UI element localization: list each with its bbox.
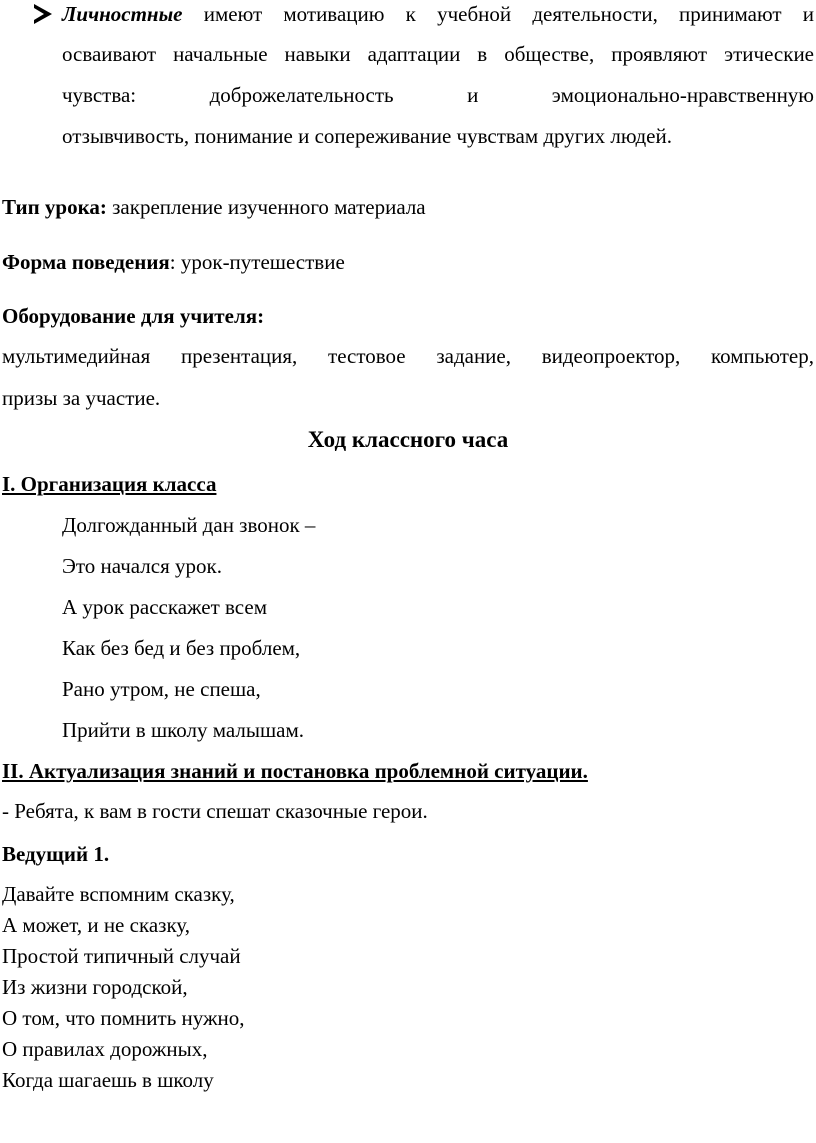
section-2-intro: - Ребята, к вам в гости спешат сказочные герои. (2, 799, 428, 823)
equipment-line-1: мультимедийная презентация, тестовое задание, видеопроектор, компьютер, (2, 344, 814, 368)
arrow-bullet-icon (34, 4, 52, 24)
poem-line: Давайте вспомним сказку, (2, 882, 235, 906)
section-1-heading: I. Организация класса (2, 472, 217, 496)
section-title: Ход классного часа (307, 427, 509, 452)
poem-line: Как без бед и без проблем, (62, 636, 301, 660)
personal-line-1-text: имеют мотивацию к учебной деятельности, принимают и (203, 2, 815, 26)
form-label: Форма поведения (2, 250, 170, 274)
lesson-type-value: закрепление изученного материала (106, 195, 426, 219)
equipment-label: Оборудование для учителя: (2, 304, 265, 328)
personal-line-4: отзывчивость, понимание и сопереживание чувствам других людей. (62, 124, 672, 148)
poem-line: Когда шагаешь в школу (2, 1068, 214, 1092)
lesson-type-line (2, 193, 426, 221)
personal-line-1 (62, 0, 814, 28)
section-2-heading: II. Актуализация знаний и постановка проблемной ситуации. (2, 759, 588, 783)
poem-line: Из жизни городской, (2, 975, 188, 999)
poem-line: О том, что помнить нужно, (2, 1006, 245, 1030)
speaker-label: Ведущий 1. (2, 842, 110, 866)
form-value: : урок-путешествие (169, 250, 345, 274)
poem-line: Долгожданный дан звонок – (62, 513, 316, 537)
poem-line: Это начался урок. (62, 554, 222, 578)
poem-line: Рано утром, не спеша, (62, 677, 261, 701)
personal-term: Личностные (62, 2, 183, 26)
equipment-line-2: призы за участие. (2, 386, 161, 410)
lesson-type-label: Тип урока: (2, 195, 107, 219)
personal-line-3: чувства: доброжелательность и эмоционально-нравственную (62, 83, 814, 107)
poem-line: Простой типичный случай (2, 944, 241, 968)
poem-line: А может, и не сказку, (2, 913, 191, 937)
poem-line: А урок расскажет всем (62, 595, 267, 619)
poem-line: О правилах дорожных, (2, 1037, 208, 1061)
poem-line: Прийти в школу малышам. (62, 718, 305, 742)
personal-line-2: осваивают начальные навыки адаптации в обществе, проявляют этические (62, 42, 814, 66)
form-line (2, 248, 345, 276)
